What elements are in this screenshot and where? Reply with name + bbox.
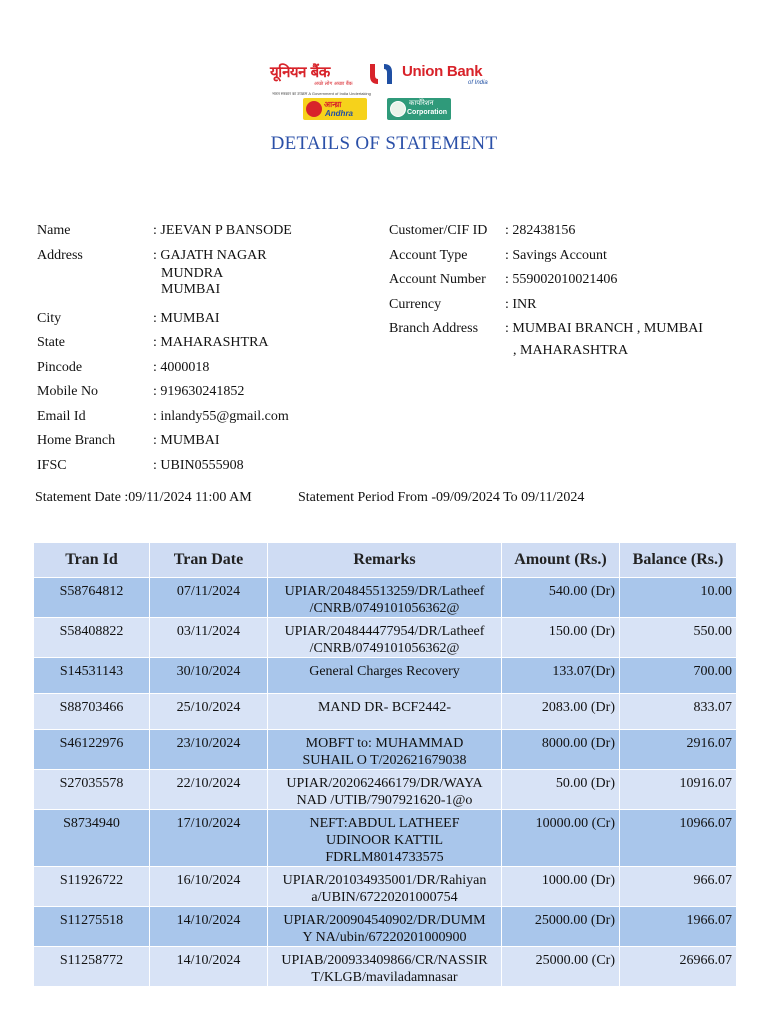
pincode-label: Pincode [37,360,83,375]
mobile-label: Mobile No [37,384,99,399]
balance-cell: 26966.07 [620,947,737,987]
remarks-line: UPIAR/202062466179/DR/WAYA [286,776,483,791]
name-value: : JEEVAN P BANSODE [153,223,292,238]
account-type-label: Account Type [389,248,468,263]
andhra-hindi: आन्ध्रा [324,100,342,109]
logo-english-sub: of India [468,80,488,86]
tran-date-cell: 07/11/2024 [150,578,268,618]
tran-date-cell: 16/10/2024 [150,867,268,907]
andhra-logo-icon [306,101,322,117]
table-row [34,867,737,907]
tran-date-cell: 23/10/2024 [150,730,268,770]
table-row [34,658,737,694]
account-type-value: : Savings Account [505,248,607,263]
pincode-value: : 4000018 [153,360,210,375]
home-branch-value: : MUMBAI [153,433,220,448]
tran-date-cell: 03/11/2024 [150,618,268,658]
cif-value: : 282438156 [505,223,576,238]
tran-id-cell: S11258772 [34,947,150,987]
page-title: DETAILS OF STATEMENT [270,133,498,154]
tran-id-cell: S58764812 [34,578,150,618]
address-line-1: : GAJATH NAGAR [153,248,267,263]
email-label: Email Id [37,409,86,424]
balance-cell: 966.07 [620,867,737,907]
table-row [34,618,737,658]
tran-date-cell: 22/10/2024 [150,770,268,810]
table-row [34,770,737,810]
remarks-cell [268,658,502,694]
cif-label: Customer/CIF ID [389,223,488,238]
col-header-tran-date: Tran Date [150,543,268,578]
remarks-line: Y NA/ubin/67220201000900 [302,930,467,945]
col-header-tran-id: Tran Id [34,543,150,578]
state-label: State [37,335,65,350]
remarks-line: UPIAR/204844477954/DR/Latheef [284,624,485,639]
col-header-balance: Balance (Rs.) [620,543,737,578]
amount-cell: 1000.00 (Dr) [502,867,620,907]
remarks-cell [268,694,502,730]
table-row [34,730,737,770]
amount-cell: 25000.00 (Cr) [502,947,620,987]
remarks-line: FDRLM8014733575 [325,850,444,865]
remarks-cell [268,810,502,867]
city-label: City [37,311,62,326]
remarks-cell [268,730,502,770]
currency-value: : INR [505,297,537,312]
tran-id-cell: S58408822 [34,618,150,658]
remarks-line: a/UBIN/67220201000754 [311,890,458,905]
statement-period: Statement Period From -09/09/2024 To 09/11/2024 [298,490,585,505]
city-value: : MUMBAI [153,311,220,326]
balance-cell: 10916.07 [620,770,737,810]
remarks-cell [268,578,502,618]
balance-cell: 550.00 [620,618,737,658]
mobile-value: : 919630241852 [153,384,245,399]
branch-address-line-2: , MAHARASHTRA [513,343,629,358]
address-line-2: MUNDRA [161,266,224,281]
address-label: Address [37,248,83,263]
account-number-value: : 559002010021406 [505,272,618,287]
table-row [34,694,737,730]
account-number-label: Account Number [389,272,486,287]
remarks-line: MOBFT to: MUHAMMAD [305,736,464,751]
col-header-remarks: Remarks [268,543,502,578]
tran-id-cell: S88703466 [34,694,150,730]
remarks-line: T/KLGB/maviladamnasar [311,970,458,985]
tran-id-cell: S11275518 [34,907,150,947]
amount-cell: 2083.00 (Dr) [502,694,620,730]
tran-id-cell: S11926722 [34,867,150,907]
transactions-table [33,542,737,987]
tran-date-cell: 30/10/2024 [150,658,268,694]
remarks-line: SUHAIL O T/202621679038 [302,753,467,768]
tran-date-cell: 14/10/2024 [150,947,268,987]
remarks-cell [268,867,502,907]
name-label: Name [37,223,71,238]
remarks-line: UPIAR/200904540902/DR/DUMM [283,913,486,928]
state-value: : MAHARASHTRA [153,335,269,350]
logo-hindi-name: यूनियन बैंक [270,63,330,81]
branch-address-line-1: : MUMBAI BRANCH , MUMBAI [505,321,703,336]
currency-label: Currency [389,297,442,312]
tran-id-cell: S46122976 [34,730,150,770]
remarks-line: UPIAB/200933409866/CR/NASSIR [281,953,488,968]
balance-cell: 700.00 [620,658,737,694]
address-line-3: MUMBAI [161,282,221,297]
table-row [34,578,737,618]
amount-cell: 133.07(Dr) [502,658,620,694]
balance-cell: 2916.07 [620,730,737,770]
logo-english-name: Union Bank [402,63,483,80]
andhra-badge [303,98,367,120]
corporation-badge [387,98,451,120]
logo-tagline: भारत सरकार का उपक्रम A Government of India Undertaking [272,91,371,96]
logo-hindi-sub: अच्छे लोग अच्छा बैंक [314,81,353,87]
amount-cell: 50.00 (Dr) [502,770,620,810]
ifsc-label: IFSC [37,458,67,473]
statement-date: Statement Date :09/11/2024 11:00 AM [35,490,252,505]
amount-cell: 8000.00 (Dr) [502,730,620,770]
remarks-line: /CNRB/0749101056362@ [309,641,460,656]
andhra-english: Andhra [325,109,353,118]
table-row [34,810,737,867]
remarks-line: UPIAR/204845513259/DR/Latheef [284,584,485,599]
table-header-row [34,543,737,578]
amount-cell: 150.00 (Dr) [502,618,620,658]
amount-cell: 10000.00 (Cr) [502,810,620,867]
remarks-line: MAND DR- BCF2442- [317,700,451,715]
email-value: : inlandy55@gmail.com [153,409,289,424]
balance-cell: 1966.07 [620,907,737,947]
remarks-cell [268,618,502,658]
remarks-line: /CNRB/0749101056362@ [309,601,460,616]
branch-address-label: Branch Address [389,321,479,336]
corporation-english: Corporation [407,109,448,116]
table-row [34,947,737,987]
remarks-cell [268,770,502,810]
balance-cell: 10966.07 [620,810,737,867]
tran-id-cell: S14531143 [34,658,150,694]
amount-cell: 540.00 (Dr) [502,578,620,618]
tran-id-cell: S27035578 [34,770,150,810]
tran-id-cell: S8734940 [34,810,150,867]
remarks-line: General Charges Recovery [309,664,460,679]
table-row [34,907,737,947]
union-bank-mark-icon [366,61,396,87]
ifsc-value: : UBIN0555908 [153,458,244,473]
home-branch-label: Home Branch [37,433,116,448]
corporation-logo-icon [390,101,406,117]
bank-logo [270,60,500,122]
balance-cell: 10.00 [620,578,737,618]
remarks-line: NAD /UTIB/7907921620-1@o [296,793,473,808]
amount-cell: 25000.00 (Dr) [502,907,620,947]
remarks-line: UPIAR/201034935001/DR/Rahiyan [282,873,487,888]
tran-date-cell: 14/10/2024 [150,907,268,947]
remarks-line: NEFT:ABDUL LATHEEF [309,816,460,831]
tran-date-cell: 25/10/2024 [150,694,268,730]
remarks-line: UDINOOR KATTIL [325,833,444,848]
col-header-amount: Amount (Rs.) [502,543,620,578]
balance-cell: 833.07 [620,694,737,730]
remarks-cell [268,907,502,947]
tran-date-cell: 17/10/2024 [150,810,268,867]
corporation-hindi: कार्पोरेशन [409,99,434,107]
transactions-body [34,578,737,987]
remarks-cell [268,947,502,987]
